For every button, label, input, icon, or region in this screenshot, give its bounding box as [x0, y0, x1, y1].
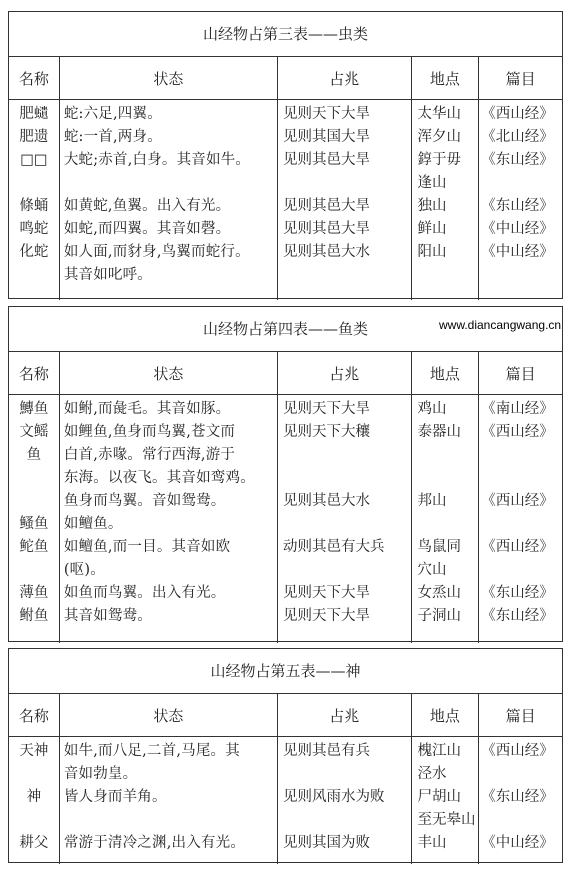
cell-line — [479, 444, 562, 467]
cell-line: 音如勃皇。 — [63, 766, 138, 782]
cell-line: 《北山经》 — [481, 129, 554, 145]
table-body — [9, 395, 562, 643]
cell-line: 独山 — [417, 198, 447, 214]
cell-line: 耕父 — [19, 835, 49, 851]
cell-line: 东海。以夜飞。其音如鸾鸡。 — [63, 470, 255, 486]
cell-line: 至无皋山 — [417, 812, 476, 828]
cell-line: 鲜山 — [417, 221, 447, 237]
cell-line: 见则其邑有兵 — [283, 743, 371, 759]
header-name: 名称 — [18, 706, 49, 725]
cell-line — [278, 809, 411, 832]
cell-line: 泾水 — [417, 766, 447, 782]
header-omen: 占兆 — [277, 694, 411, 736]
cell-line: 《中山经》 — [481, 221, 554, 237]
header-description: 状态 — [59, 57, 277, 99]
cell-line — [412, 513, 479, 536]
cell-line — [9, 490, 59, 513]
table-body — [9, 737, 562, 864]
cell-line: 《中山经》 — [481, 835, 554, 851]
cell-line — [412, 467, 479, 490]
header-source: 篇目 — [478, 57, 562, 99]
cell-line: 𬶍鱼 — [19, 539, 49, 555]
cell-line: 穴山 — [417, 562, 447, 578]
header-name: 名称 — [18, 364, 49, 383]
cell-line: 蛇:六足,四翼。 — [63, 106, 162, 122]
cell-line: 大蛇;赤首,白身。其音如牛。 — [63, 152, 251, 168]
cell-line — [278, 763, 411, 786]
cell-line: 邦山 — [417, 493, 447, 509]
cell-line: 见则天下大旱 — [283, 585, 371, 601]
cell-line: 见则风雨水为败 — [283, 789, 385, 805]
cell-line — [479, 513, 562, 536]
cell-line: 如鳣鱼。 — [63, 516, 123, 532]
description-column — [59, 395, 277, 643]
cell-line — [278, 444, 411, 467]
cell-line: 化蛇 — [19, 244, 49, 260]
cell-line: 丰山 — [417, 835, 447, 851]
cell-line — [278, 559, 411, 582]
cell-line: 《东山经》 — [481, 608, 554, 624]
cell-line: 见则天下大穰 — [283, 424, 371, 440]
cell-line: 见则其邑大旱 — [283, 152, 371, 168]
table-header-row — [9, 694, 562, 737]
cell-line: 女烝山 — [417, 585, 462, 601]
cell-line: 《西山经》 — [481, 106, 554, 122]
cell-line: 條蛹 — [19, 198, 49, 214]
cell-line: 錞于毋 — [417, 152, 462, 168]
cell-line: 见则其邑大旱 — [283, 198, 371, 214]
header-description: 状态 — [59, 694, 277, 736]
header-location: 地点 — [411, 57, 479, 99]
header-omen: 占兆 — [277, 57, 411, 99]
source-column — [478, 100, 562, 300]
cell-line — [9, 467, 59, 490]
name-column — [9, 100, 59, 300]
cell-line — [479, 467, 562, 490]
cell-line — [479, 172, 562, 195]
description-column — [59, 737, 277, 864]
table-title: 山经物占第五表——神 — [9, 649, 562, 694]
cell-line: 《西山经》 — [481, 539, 554, 555]
cell-line: 其音如鸳鸯。 — [63, 608, 153, 624]
cell-line: 阳山 — [417, 244, 447, 260]
cell-line: 太华山 — [417, 106, 462, 122]
cell-line: 《东山经》 — [481, 152, 554, 168]
cell-line: 其音如叱呼。 — [63, 267, 153, 283]
cell-line: 鲋鱼 — [19, 608, 49, 624]
cell-line: 浑夕山 — [417, 129, 462, 145]
cell-line: 《东山经》 — [481, 789, 554, 805]
cell-line: 如鱼而鸟翼。出入有光。 — [63, 585, 226, 601]
cell-line: 鱼 — [26, 447, 42, 463]
cell-line: 鱄鱼 — [19, 401, 49, 417]
cell-line: 如牛,而八足,二首,马尾。其 — [63, 743, 240, 759]
cell-line — [278, 172, 411, 195]
cell-line — [9, 763, 59, 786]
header-source: 篇目 — [478, 694, 562, 736]
cell-line: 如鳣鱼,而一目。其音如欧 — [63, 539, 231, 555]
cell-line: 文鳐 — [19, 424, 49, 440]
cell-line: 见则天下大旱 — [283, 608, 371, 624]
header-location: 地点 — [411, 694, 479, 736]
cell-line: 逢山 — [417, 175, 447, 191]
cell-line — [479, 809, 562, 832]
omen-column — [277, 737, 411, 864]
name-column — [9, 737, 59, 864]
header-source: 篇目 — [478, 352, 562, 394]
cell-line — [9, 559, 59, 582]
cell-line: 鱼身而鸟翼。音如鸳鸯。 — [63, 493, 226, 509]
table-body — [9, 100, 562, 300]
cell-line: 皆人身而羊角。 — [63, 789, 167, 805]
cell-line: 见则其邑大水 — [283, 244, 371, 260]
cell-line: 如鲋,而彘毛。其音如豚。 — [63, 401, 231, 417]
cell-line: 如人面,而豺身,鸟翼而蛇行。 — [63, 244, 250, 260]
cell-line: 鸡山 — [417, 401, 447, 417]
cell-line: 白首,赤喙。常行西海,游于 — [63, 447, 236, 463]
cell-line: 蛇:一首,两身。 — [63, 129, 162, 145]
cell-line: (呕)。 — [63, 562, 105, 578]
table-insects — [8, 11, 563, 299]
cell-line: 如黄蛇,鱼翼。出入有光。 — [63, 198, 231, 214]
table-fish — [8, 306, 563, 642]
table-title: 山经物占第三表——虫类 — [9, 12, 562, 57]
cell-line — [278, 513, 411, 536]
cell-line: 神 — [26, 789, 42, 805]
site-watermark: www.diancangwang.cn — [439, 318, 562, 332]
cell-line: 如蛇,而四翼。其音如磬。 — [63, 221, 231, 237]
cell-line — [412, 444, 479, 467]
cell-line: 见则天下大旱 — [283, 401, 371, 417]
omen-column — [277, 100, 411, 300]
header-description: 状态 — [59, 352, 277, 394]
table-header-row — [9, 57, 562, 100]
cell-line: 如鲤鱼,鱼身而鸟翼,苍文而 — [63, 424, 236, 440]
cell-line — [60, 172, 277, 195]
location-column — [411, 100, 479, 300]
cell-line: 《西山经》 — [481, 493, 554, 509]
cell-line: 《南山经》 — [481, 401, 554, 417]
header-name: 名称 — [18, 69, 49, 88]
table-title: 山经物占第四表——鱼类 — [9, 307, 562, 352]
cell-line: 见则其邑大旱 — [283, 221, 371, 237]
location-column — [411, 737, 479, 864]
description-column — [59, 100, 277, 300]
cell-line: 见则其国大旱 — [283, 129, 371, 145]
cell-line: 动则其邑有大兵 — [283, 539, 385, 555]
table-gods — [8, 648, 563, 863]
cell-line: 槐江山 — [417, 743, 462, 759]
source-column — [478, 737, 562, 864]
cell-line: 尸胡山 — [417, 789, 462, 805]
cell-line — [278, 467, 411, 490]
cell-line: 《中山经》 — [481, 244, 554, 260]
source-column — [478, 395, 562, 643]
cell-line: 薄鱼 — [19, 585, 49, 601]
cell-line: 常游于清冷之渊,出入有光。 — [63, 835, 246, 851]
cell-line: 肥𧔥 — [19, 106, 49, 122]
cell-line: 泰器山 — [417, 424, 462, 440]
header-location: 地点 — [411, 352, 479, 394]
cell-line: 肥遗 — [19, 129, 49, 145]
header-omen: 占兆 — [277, 352, 411, 394]
cell-line: 鳋鱼 — [19, 516, 49, 532]
cell-line: 见则天下大旱 — [283, 106, 371, 122]
omen-column — [277, 395, 411, 643]
cell-line — [9, 809, 59, 832]
cell-line: 《西山经》 — [481, 743, 554, 759]
cell-line: 《东山经》 — [481, 198, 554, 214]
cell-line: 《东山经》 — [481, 585, 554, 601]
cell-line — [60, 809, 277, 832]
cell-line: 见则其邑大水 — [283, 493, 371, 509]
cell-line: 见则其国为败 — [283, 835, 371, 851]
cell-line — [479, 763, 562, 786]
cell-line: 子洞山 — [417, 608, 462, 624]
cell-line: 天神 — [19, 743, 49, 759]
cell-line — [479, 559, 562, 582]
cell-line: 鸣蛇 — [19, 221, 49, 237]
cell-line: 鸟鼠同 — [417, 539, 462, 555]
name-column — [9, 395, 59, 643]
cell-line — [9, 172, 59, 195]
cell-line: □□ — [20, 152, 48, 168]
table-header-row — [9, 352, 562, 395]
cell-line: 《西山经》 — [481, 424, 554, 440]
location-column — [411, 395, 479, 643]
